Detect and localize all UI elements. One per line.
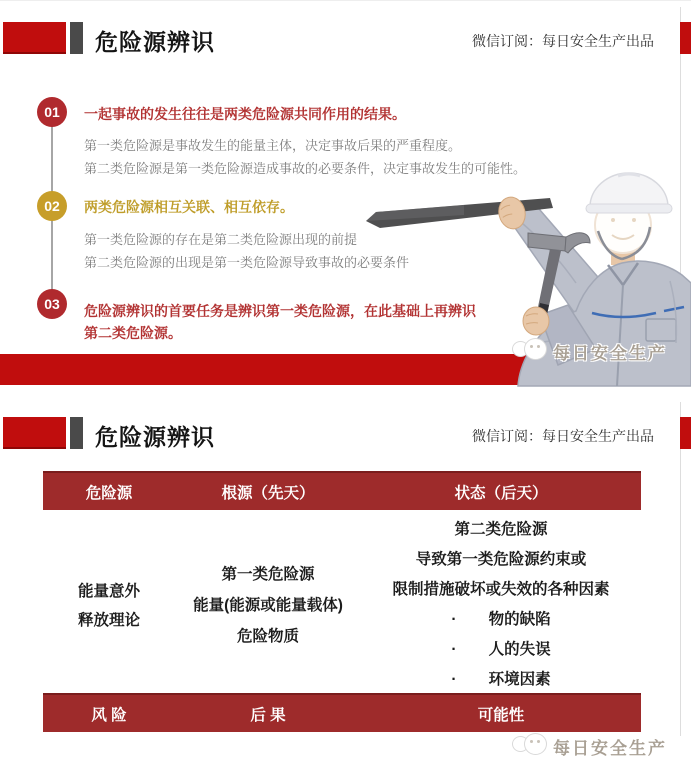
column-header-state-acquired: 状态（后天） bbox=[454, 484, 548, 502]
item2-line1: 第一类危险源的存在是第二类危险源出现的前提 bbox=[84, 232, 358, 247]
item3-heading-line1: 危险源辨识的首要任务是辨识第一类危险源，在此基础上再辨识 bbox=[84, 303, 476, 319]
header-dark-block bbox=[70, 417, 83, 449]
bullet-dot: · bbox=[451, 641, 457, 658]
header-red-block bbox=[3, 417, 66, 449]
cell-first-class-hazard: 第一类危险源 能量(能源或能量载体) 危险物质 bbox=[193, 566, 343, 645]
item3-heading-line2: 第二类危险源。 bbox=[84, 325, 182, 341]
watermark-text: 每日安全生产 bbox=[553, 738, 667, 758]
wechat-bubbles-icon bbox=[512, 733, 548, 759]
header-red-block bbox=[3, 22, 66, 54]
step-badge-03: 03 bbox=[37, 289, 67, 319]
item1-heading: 一起事故的发生往往是两类危险源共同作用的结果。 bbox=[84, 106, 406, 122]
wechat-subscription-label: 微信订阅：每日安全生产出品 bbox=[472, 33, 654, 49]
header-right-red-square bbox=[680, 22, 691, 54]
hammer-fist bbox=[523, 307, 549, 335]
watermark bbox=[512, 733, 667, 759]
wechat-bubbles-icon bbox=[512, 338, 548, 364]
watermark-text: 每日安全生产 bbox=[553, 343, 667, 363]
bullet-item: · 人的失误 bbox=[361, 635, 641, 665]
item2-heading: 两类危险源相互关联、相互依存。 bbox=[84, 199, 294, 215]
page-title: 危险源辨识 bbox=[95, 424, 215, 450]
header-dark-block bbox=[70, 22, 83, 54]
column-header-root-innate: 根源（先天） bbox=[221, 484, 315, 502]
bullet-item: · 物的缺陷 bbox=[361, 605, 641, 635]
page-title: 危险源辨识 bbox=[95, 29, 215, 55]
table-footer-row bbox=[43, 693, 641, 732]
cell-energy-release-theory: 能量意外 释放理论 bbox=[77, 583, 140, 629]
slide-right-border bbox=[680, 402, 681, 736]
item1-line1: 第一类危险源是事故发生的能量主体，决定事故后果的严重程度。 bbox=[84, 138, 462, 153]
footer-cell-consequence: 后 果 bbox=[250, 706, 286, 724]
bullet-item: · 环境因素 bbox=[361, 665, 641, 695]
header-right-red-square bbox=[680, 417, 691, 449]
table-header-row bbox=[43, 471, 641, 510]
item1-line2: 第二类危险源是第一类危险源造成事故的必要条件，决定事故发生的可能性。 bbox=[84, 161, 527, 176]
bullet-dot: · bbox=[451, 671, 457, 688]
wechat-subscription-label: 微信订阅：每日安全生产出品 bbox=[472, 428, 654, 444]
slide-hazard-identification-table bbox=[0, 396, 691, 758]
cell-second-class-hazard: 第二类危险源 导致第一类危险源约束或 限制措施破坏或失效的各种因素 · 物的缺陷 · 人的失误 · 环境因素 bbox=[361, 515, 641, 695]
footer-cell-possibility: 可能性 bbox=[477, 706, 525, 724]
column-header-hazard-source: 危险源 bbox=[85, 484, 133, 502]
watermark bbox=[512, 338, 667, 364]
item2-line2: 第二类危险源的出现是第一类危险源导致事故的必要条件 bbox=[84, 255, 410, 270]
slide-hazard-identification-list bbox=[0, 1, 691, 386]
footer-cell-risk: 风 险 bbox=[91, 706, 127, 724]
step-badge-01: 01 bbox=[37, 97, 67, 127]
bullet-dot: · bbox=[451, 611, 457, 628]
step-badge-02: 02 bbox=[37, 191, 67, 221]
safety-helmet bbox=[586, 173, 672, 213]
